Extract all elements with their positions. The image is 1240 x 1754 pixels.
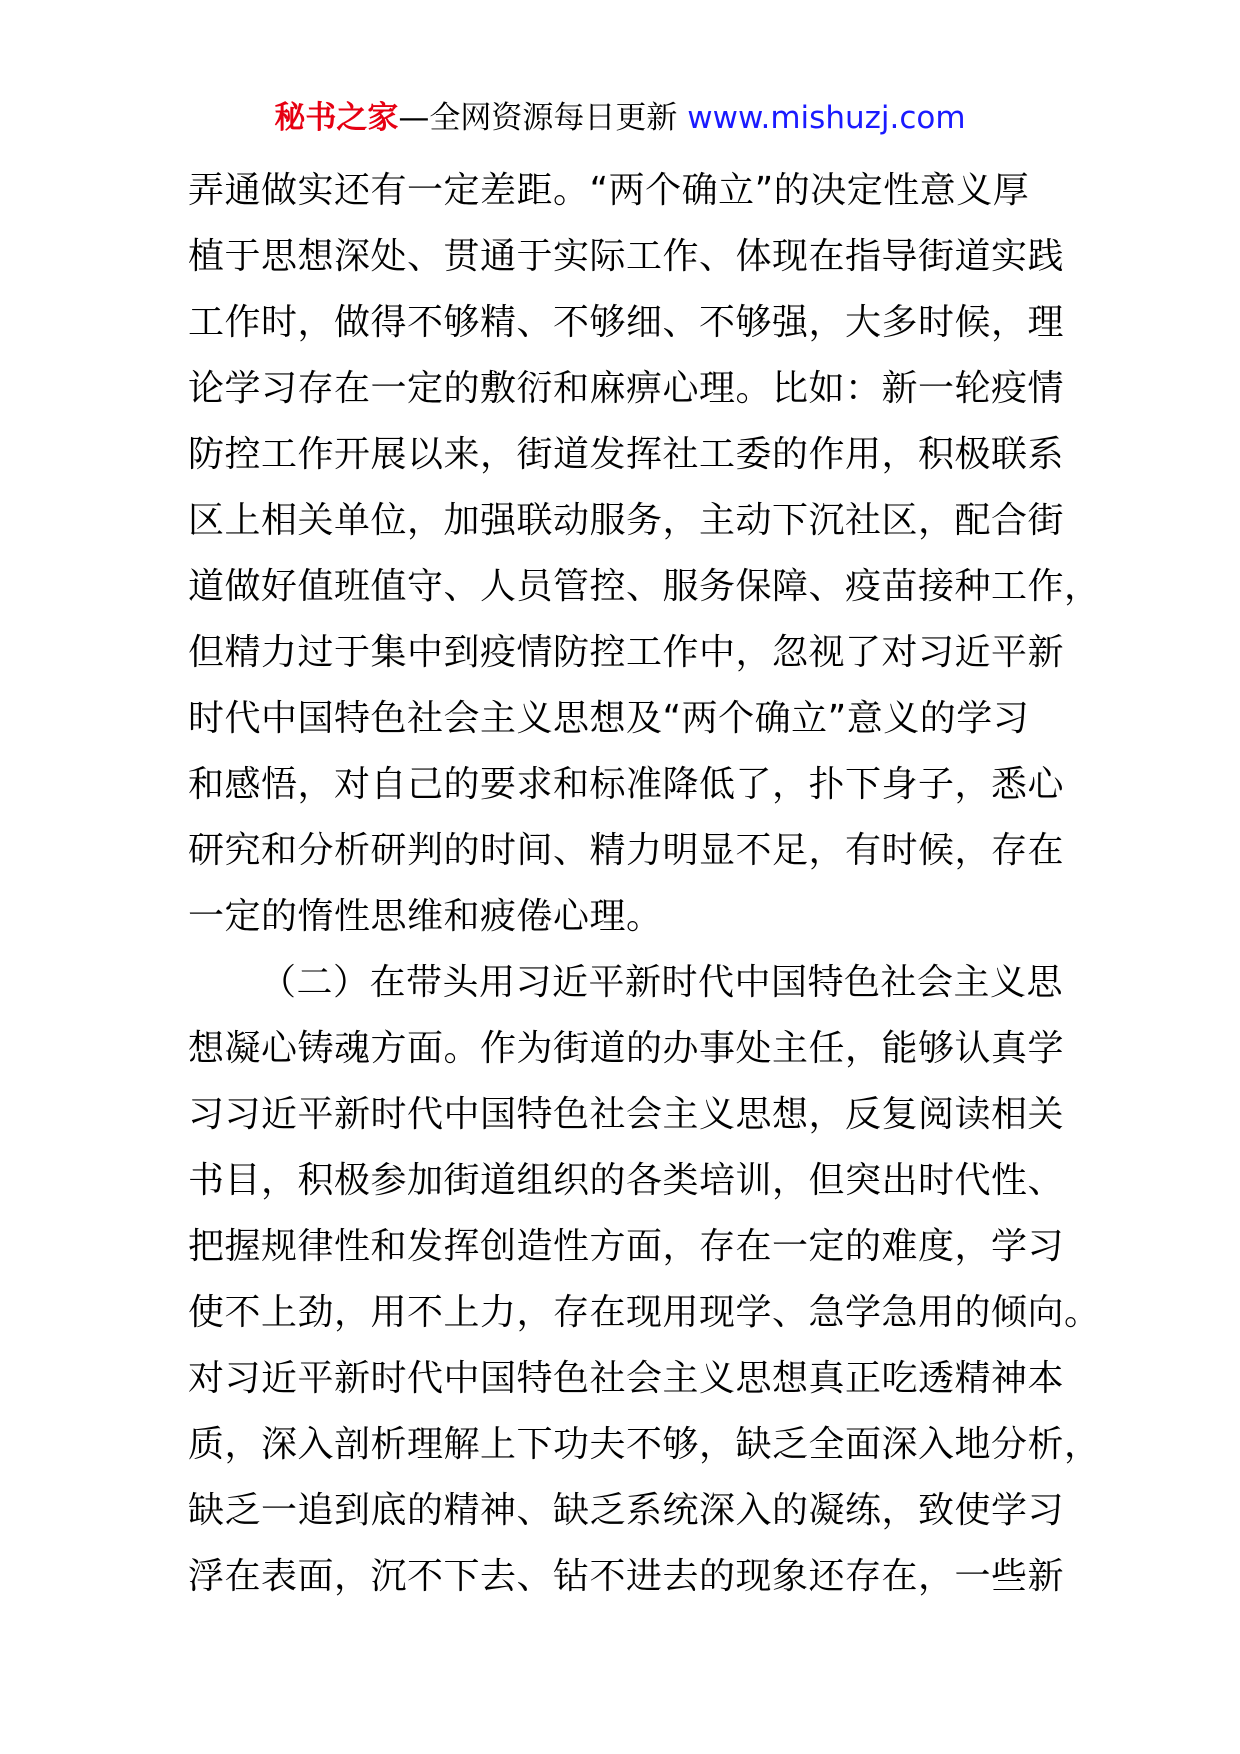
text-line: 浮在表面，沉不下去、钻不进去的现象还存在，一些新 — [188, 1556, 1065, 1597]
text-line: 弄通做实还有一定差距。“两个确立”的决定性意义厚 — [188, 170, 1030, 211]
site-url-link[interactable]: www.mishuzj.com — [687, 100, 966, 136]
text-line: 防控工作开展以来，街道发挥社工委的作用，积极联系 — [188, 434, 1065, 475]
text-line: 使不上劲，用不上力，存在现用现学、急学急用的倾向。 — [188, 1292, 1101, 1333]
text-line: 一定的惰性思维和疲倦心理。 — [188, 896, 663, 937]
paragraph-2 — [188, 950, 1101, 1610]
text-line: 区上相关单位，加强联动服务，主动下沉社区，配合街 — [188, 500, 1065, 541]
site-brand: 秘书之家 — [274, 100, 399, 136]
text-line: 习习近平新时代中国特色社会主义思想，反复阅读相关 — [188, 1094, 1065, 1135]
text-line: 道做好值班值守、人员管控、服务保障、疫苗接种工作， — [188, 566, 1101, 607]
text-line: 研究和分析研判的时间、精力明显不足，有时候，存在 — [188, 830, 1065, 871]
text-line: 植于思想深处、贯通于实际工作、体现在指导街道实践 — [188, 236, 1065, 277]
text-line: 论学习存在一定的敷衍和麻痹心理。比如：新一轮疫情 — [188, 368, 1065, 409]
text-line: 把握规律性和发挥创造性方面，存在一定的难度，学习 — [188, 1226, 1065, 1267]
site-header — [0, 98, 1240, 138]
text-line: 但精力过于集中到疫情防控工作中，忽视了对习近平新 — [188, 632, 1065, 673]
text-line: （二）在带头用习近平新时代中国特色社会主义思 — [260, 962, 1064, 1003]
text-line: 书目，积极参加街道组织的各类培训，但突出时代性、 — [188, 1160, 1065, 1201]
site-tagline: —全网资源每日更新 — [398, 100, 688, 136]
paragraph-1 — [188, 158, 1101, 950]
text-line: 工作时，做得不够精、不够细、不够强，大多时候，理 — [188, 302, 1065, 343]
text-line: 质，深入剖析理解上下功夫不够，缺乏全面深入地分析， — [188, 1424, 1101, 1465]
text-line: 想凝心铸魂方面。作为街道的办事处主任，能够认真学 — [188, 1028, 1065, 1069]
text-line: 时代中国特色社会主义思想及“两个确立”意义的学习 — [188, 698, 1030, 739]
text-line: 对习近平新时代中国特色社会主义思想真正吃透精神本 — [188, 1358, 1065, 1399]
text-line: 缺乏一追到底的精神、缺乏系统深入的凝练，致使学习 — [188, 1490, 1065, 1531]
text-line: 和感悟，对自己的要求和标准降低了，扑下身子，悉心 — [188, 764, 1065, 805]
document-body — [188, 158, 1101, 1610]
